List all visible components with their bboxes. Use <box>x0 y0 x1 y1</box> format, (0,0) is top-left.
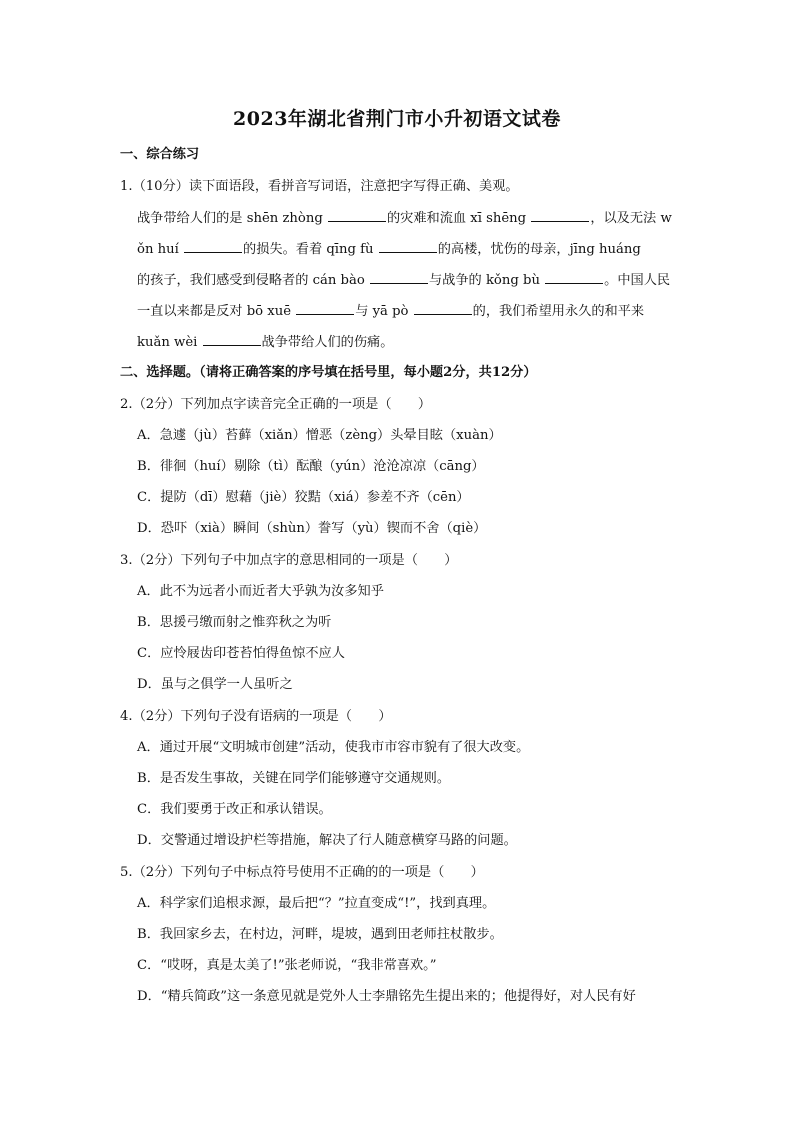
section-heading-1: 一、综合练习 <box>120 147 200 162</box>
question-5-option-d[interactable]: D．“精兵简政”这一条意见就是党外人士李鼎铭先生提出来的；他提得好，对人民有好 <box>137 989 636 1004</box>
question-1-line-4 <box>137 302 644 321</box>
text-segment: 战争带给人们的是 shēn zhòng <box>137 211 327 226</box>
question-4-stem: 4.（2分）下列句子没有语病的一项是（ ） <box>120 709 392 724</box>
text-segment: 的灾难和流血 xī shēng <box>386 211 531 226</box>
text-segment: kuǎn wèi <box>137 335 202 350</box>
question-2-option-b[interactable]: B．徘徊（huí）剔除（tì）酝酿（yún）沧沧凉凉（cāng） <box>137 459 485 474</box>
question-2-stem: 2.（2分）下列加点字读音完全正确的一项是（ ） <box>120 397 432 412</box>
question-4-option-d[interactable]: D．交警通过增设护栏等措施，解决了行人随意横穿马路的问题。 <box>137 833 517 848</box>
question-5-stem: 5.（2分）下列句子中标点符号使用不正确的的一项是（ ） <box>120 865 484 880</box>
answer-blank[interactable] <box>531 209 589 222</box>
question-2-option-c[interactable]: C．提防（dī）慰藉（jiè）狡黠（xiá）参差不齐（cēn） <box>137 490 470 505</box>
question-3-option-d[interactable]: D．虽与之俱学一人虽听之 <box>137 677 293 692</box>
question-4-option-a[interactable]: A．通过开展“文明城市创建”活动，使我市市容市貌有了很大改变。 <box>137 740 530 755</box>
answer-blank[interactable] <box>203 333 261 346</box>
answer-blank[interactable] <box>184 240 242 253</box>
section-heading-2: 二、选择题。（请将正确答案的序号填在括号里，每小题2分，共12分） <box>120 365 537 380</box>
question-4-option-b[interactable]: B．是否发生事故，关键在同学们能够遵守交通规则。 <box>137 771 451 786</box>
question-5-option-c[interactable]: C．“哎呀，真是太美了!”张老师说，“我非常喜欢。” <box>137 958 437 973</box>
question-1-line-2 <box>137 240 641 259</box>
text-segment: ，以及无法 w <box>590 211 672 226</box>
answer-blank[interactable] <box>370 271 428 284</box>
question-2-option-d[interactable]: D．恐吓（xià）瞬间（shùn）誊写（yù）锲而不舍（qiè） <box>137 521 487 536</box>
question-5-option-b[interactable]: B．我回家乡去，在村边，河畔，堤坡，遇到田老师拄杖散步。 <box>137 927 503 942</box>
text-segment: 的孩子，我们感受到侵略者的 cán bào <box>137 273 369 288</box>
question-1-line-5 <box>137 333 393 352</box>
text-segment: 。中国人民 <box>604 273 671 288</box>
answer-blank[interactable] <box>296 302 354 315</box>
text-segment: 的损失。看着 qīng fù <box>243 242 378 257</box>
question-1-line-1 <box>137 209 672 228</box>
text-segment: 的高楼，忧伤的母亲，jīng huáng <box>437 242 641 257</box>
question-3-option-c[interactable]: C．应怜屐齿印苍苔怕得鱼惊不应人 <box>137 646 345 661</box>
question-1-line-3 <box>137 271 670 290</box>
page-title: 2023年湖北省荆门市小升初语文试卷 <box>233 108 561 130</box>
text-segment: 与战争的 kǒng bù <box>429 273 545 288</box>
question-3-stem: 3.（2分）下列句子中加点字的意思相同的一项是（ ） <box>120 553 458 568</box>
question-4-option-c[interactable]: C．我们要勇于改正和承认错误。 <box>137 802 332 817</box>
answer-blank[interactable] <box>545 271 603 284</box>
answer-blank[interactable] <box>414 302 472 315</box>
text-segment: ǒn huí <box>137 242 184 257</box>
question-3-option-a[interactable]: A．此不为远者小而近者大乎孰为汝多知乎 <box>137 584 384 599</box>
text-segment: 一直以来都是反对 bō xuē <box>137 304 296 319</box>
question-2-option-a[interactable]: A．急遽（jù）苔藓（xiǎn）憎恶（zèng）头晕目眩（xuàn） <box>137 428 502 443</box>
question-5-option-a[interactable]: A．科学家们追根求源，最后把“？”拉直变成“!”，找到真理。 <box>137 896 496 911</box>
text-segment: 战争带给人们的伤痛。 <box>261 335 394 350</box>
text-segment: 的，我们希望用永久的和平来 <box>472 304 645 319</box>
answer-blank[interactable] <box>328 209 386 222</box>
question-1-stem: 1.（10分）读下面语段，看拼音写词语，注意把字写得正确、美观。 <box>120 179 519 194</box>
text-segment: 与 yā pò <box>355 304 413 319</box>
question-3-option-b[interactable]: B．思援弓缴而射之惟弈秋之为听 <box>137 615 332 630</box>
answer-blank[interactable] <box>379 240 437 253</box>
